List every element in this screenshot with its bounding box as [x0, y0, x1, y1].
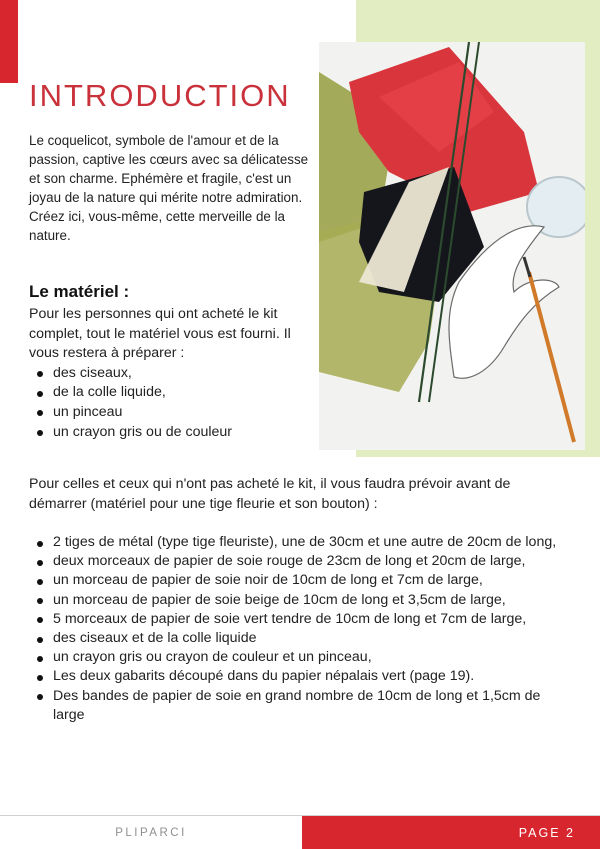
list-item: des ciseaux et de la colle liquide	[29, 629, 559, 648]
footer-page-number: PAGE 2	[302, 816, 600, 849]
materiel-heading: Le matériel :	[29, 282, 130, 301]
intro-paragraph: Créez ici, vous-même, cette merveille de la nature.	[29, 209, 285, 243]
list-item: 2 tiges de métal (type tige fleuriste), une de 30cm et une autre de 20cm de long,	[29, 533, 559, 552]
sans-kit-intro: Pour celles et ceux qui n'ont pas acheté le kit, il vous faudra prévoir avant de démarrer (matériel pour une tige fleurie et son bouton) :	[29, 476, 511, 512]
materiel-intro: Pour les personnes qui ont acheté le kit complet, tout le matériel vous est fourni. Il vous restera à préparer :	[29, 306, 291, 362]
list-item: deux morceaux de papier de soie rouge de 23cm de long et 20cm de large,	[29, 552, 559, 571]
list-item: des ciseaux,	[29, 364, 314, 384]
sans-kit-list	[29, 533, 559, 725]
list-item: un crayon gris ou de couleur	[29, 423, 314, 443]
list-item: Des bandes de papier de soie en grand nombre de 10cm de long et 1,5cm de large	[29, 687, 559, 725]
list-item: de la colle liquide,	[29, 383, 314, 403]
list-item: un crayon gris ou crayon de couleur et un pinceau,	[29, 648, 559, 667]
footer-brand: PLIPARCI	[115, 826, 187, 839]
list-item: un morceau de papier de soie noir de 10cm de long et 7cm de large,	[29, 571, 559, 590]
page-title: INTRODUCTION	[29, 78, 291, 113]
list-item: Les deux gabarits découpé dans du papier népalais vert (page 19).	[29, 667, 559, 686]
materials-photo	[319, 42, 585, 450]
materiel-list	[29, 364, 314, 442]
red-corner-tab	[0, 0, 18, 83]
intro-paragraph: Le coquelicot, symbole de l'amour et de la passion, captive les cœurs avec sa délicatesse et son charme. Ephémère et fragile, c'est un joyau de la nature qui mérite notre admiration.	[29, 133, 309, 205]
list-item: un morceau de papier de soie beige de 10cm de long et 3,5cm de large,	[29, 591, 559, 610]
materiel-section	[29, 305, 314, 442]
list-item: 5 morceaux de papier de soie vert tendre de 10cm de long et 7cm de large,	[29, 610, 559, 629]
intro-text	[29, 131, 311, 245]
list-item: un pinceau	[29, 403, 314, 423]
